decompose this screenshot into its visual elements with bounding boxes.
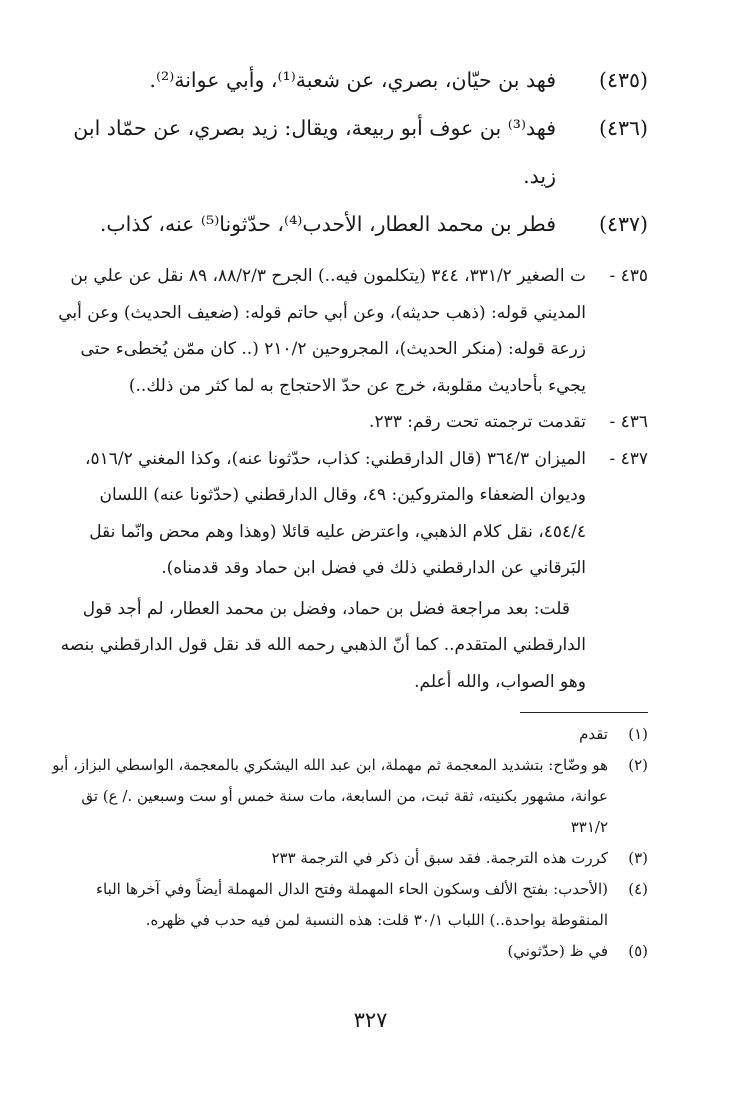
note-text: تقدمت ترجمته تحت رقم: ٢٣٣. bbox=[369, 412, 586, 432]
footnote-5 bbox=[48, 936, 648, 967]
note-436 bbox=[48, 404, 648, 441]
entry-number: (٤٣٦) bbox=[598, 116, 648, 140]
note-text: الميزان ٣٦٤/٣ (قال الدارقطني: كذاب، حدّثونا عنه)، وكذا المغني ٥١٦/٢، وديوان الضعفاء والمتروكين: ٤٩، وقال الدارقطني (حدّثونا عنه) اللسان ٤٥٤/٤، نقل كلام الذهبي، واعترض عليه قائلا (وهذا وهم محض وانّما نقل البَرقاني عن الدارقطني ذلك في فضل ابن حماد وقد قدمناه). bbox=[84, 448, 586, 578]
footnote-number: (٤) bbox=[628, 880, 648, 898]
entry-436 bbox=[48, 104, 648, 200]
footnote-text: كررت هذه الترجمة. فقد سبق أن ذكر في الترجمة ٢٣٣ bbox=[271, 849, 608, 867]
biography-entries bbox=[48, 56, 648, 248]
entry-text: فهد بن حيّان، بصري، عن شعبة⁽¹⁾، وأبي عوانة⁽²⁾. bbox=[149, 68, 556, 92]
page-number: ٣٢٧ bbox=[353, 1008, 388, 1032]
note-text: ت الصغير ٣٣١/٢، ٣٤٤ (يتكلمون فيه..) الجرح ٨٨/٢/٣، ٨٩ نقل عن علي بن المديني قوله: (ذهب حديثه)، وعن أبي حاتم قوله: (ضعيف الحديث) وعن أبي زرعة قوله: (منكر الحديث)، المجروحين ٢١٠/٢ (.. كان ممّن يُخطىء حتى يجيء بأحاديث مقلوبة، خرج عن حدّ الاحتجاج به لما كثر من ذلك..) bbox=[58, 266, 586, 396]
note-number: ٤٣٧ - bbox=[609, 448, 648, 469]
footnote-3 bbox=[48, 843, 648, 874]
entry-number: (٤٣٧) bbox=[598, 212, 648, 236]
note-437 bbox=[48, 441, 648, 587]
footnote-text: (الأحدب: بفتح الألف وسكون الحاء المهملة وفتح الدال المهملة أيضاً وفي آخرها الباء المنقوطة بواحدة..) اللباب ٣٠/١ قلت: هذه النسبة لمن فيه حدب في ظهره. bbox=[95, 880, 608, 929]
footnote-divider bbox=[520, 712, 648, 713]
footnote-2 bbox=[48, 750, 648, 843]
footnote-number: (٣) bbox=[628, 849, 648, 867]
footnote-1 bbox=[48, 719, 648, 750]
editor-comment bbox=[48, 591, 648, 701]
footnote-text: في ظ (حدّثوني) bbox=[507, 942, 608, 960]
entry-text: فهد⁽³⁾ بن عوف أبو ربيعة، ويقال: زيد بصري، عن حمّاد ابن زيد. bbox=[73, 116, 556, 188]
commentary-notes bbox=[48, 258, 648, 700]
note-435 bbox=[48, 258, 648, 404]
note-number: ٤٣٥ - bbox=[609, 266, 648, 286]
entry-text: فطر بن محمد العطار، الأحدب⁽⁴⁾، حدّثونا⁽⁵⁾ عنه، كذاب. bbox=[99, 212, 556, 236]
note-number: ٤٣٦ - bbox=[609, 412, 648, 432]
footnote-number: (١) bbox=[628, 725, 648, 743]
footnote-text: تقدم bbox=[579, 725, 608, 743]
footnote-number: (٢) bbox=[628, 756, 648, 774]
footnote-text: هو وضّاح: بتشديد المعجمة ثم مهملة، ابن عبد الله اليشكري بالمعجمة، الواسطي البزاز، أبو عوانة، مشهور بكنيته، ثقة ثبت، من السابعة، مات سنة خمس أو ست وسبعين ./ ع) تق ٣٣١/٢ bbox=[52, 756, 608, 836]
footnotes bbox=[48, 719, 648, 967]
comment-text: قلت: بعد مراجعة فضل بن حماد، وفضل بن محمد العطار، لم أجد قول الدارقطني المتقدم.. كما أنّ الذهبي رحمه الله قد نقل قول الدارقطني بنصه وهو الصواب، والله أعلم. bbox=[60, 598, 586, 692]
entry-number: (٤٣٥) bbox=[598, 68, 648, 92]
footnote-4 bbox=[48, 874, 648, 936]
entry-437 bbox=[48, 200, 648, 248]
entry-435 bbox=[48, 56, 648, 104]
footnote-number: (٥) bbox=[628, 942, 648, 960]
page-body bbox=[48, 56, 648, 967]
